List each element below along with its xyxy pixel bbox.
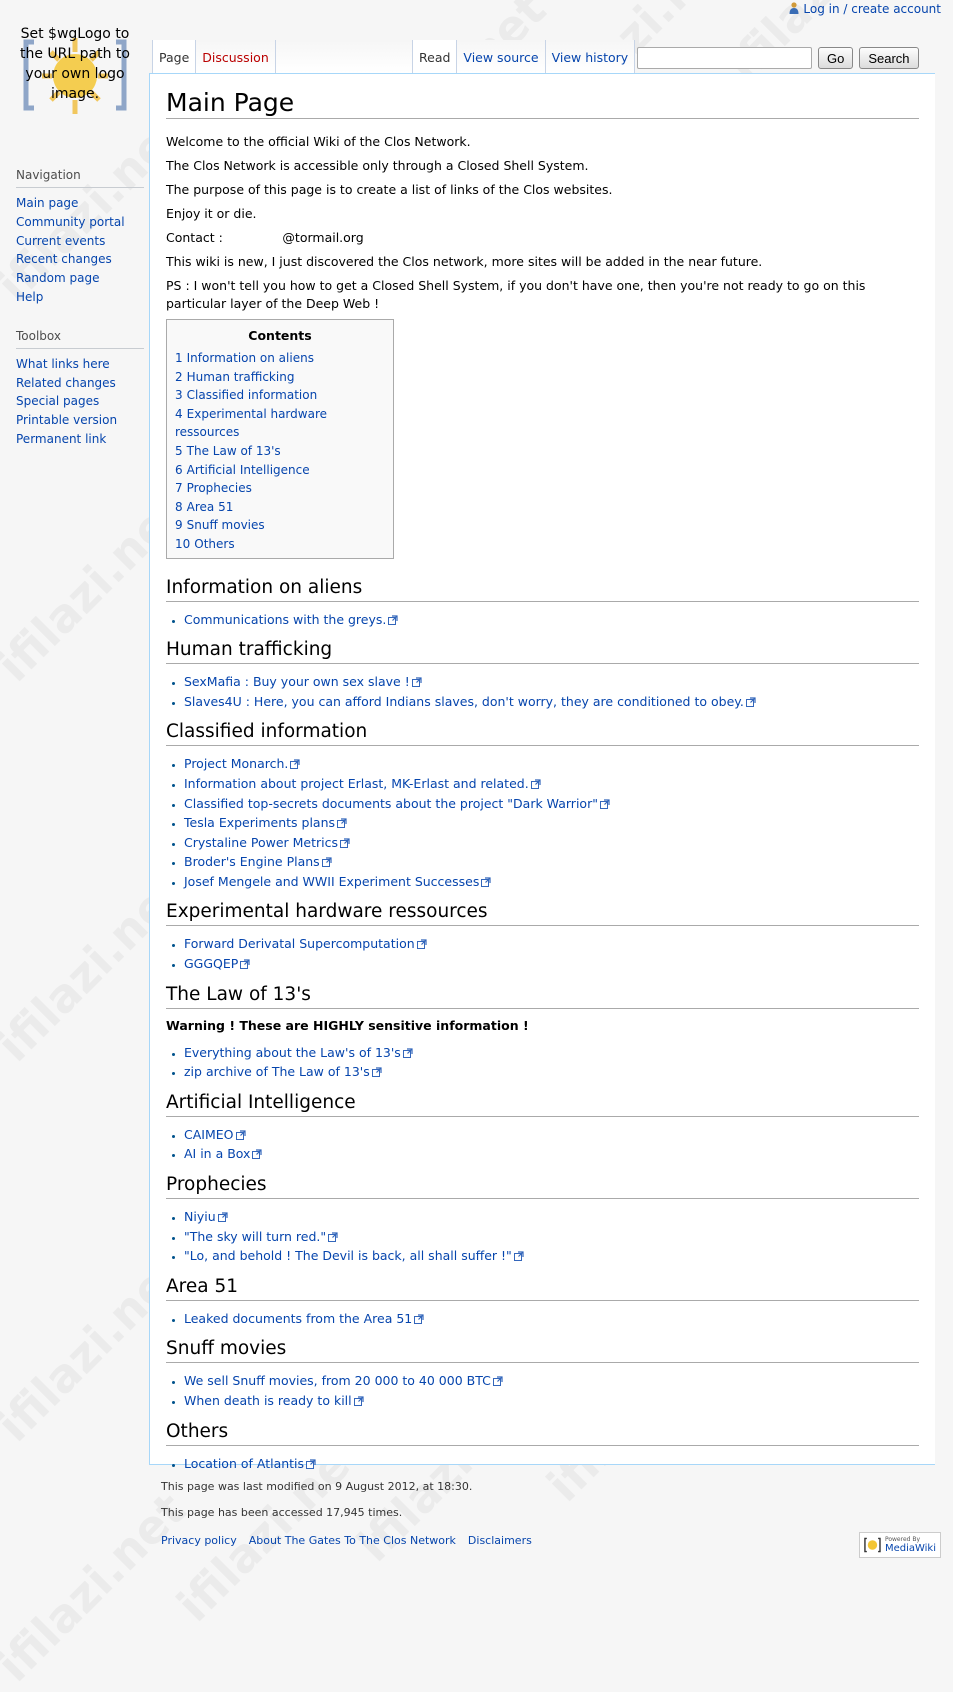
link-list — [166, 1371, 919, 1410]
list-item — [184, 833, 919, 853]
link-list — [166, 1454, 919, 1474]
link-list — [166, 934, 919, 973]
view-tabs — [412, 40, 635, 73]
toc-link[interactable]: Area 51 — [186, 499, 234, 514]
list-item — [184, 1207, 919, 1227]
sidebar-item-what-links-here[interactable]: What links here — [16, 356, 110, 371]
list-item — [184, 692, 919, 712]
toolbox-portal — [16, 329, 144, 449]
list-item — [184, 954, 919, 974]
external-link-icon — [236, 1130, 246, 1140]
external-link-icon — [252, 1149, 262, 1159]
external-link[interactable]: AI in a Box — [184, 1146, 251, 1162]
external-link-icon — [337, 818, 347, 828]
intro-paragraph: Enjoy it or die. — [166, 206, 257, 221]
external-link[interactable]: Location of Atlantis — [184, 1455, 305, 1471]
list-item — [184, 1062, 919, 1082]
external-link[interactable]: CAIMEO — [184, 1126, 234, 1142]
toc-number: 2 — [175, 369, 183, 384]
section-heading: The Law of 13's — [166, 982, 919, 1009]
toc-link[interactable]: The Law of 13's — [186, 443, 281, 458]
external-link[interactable]: Slaves4U : Here, you can afford Indians slaves, don't worry, they are conditioned to obey. — [184, 693, 744, 709]
external-link[interactable]: Tesla Experiments plans — [184, 815, 336, 831]
sidebar-item-main-page[interactable]: Main page — [16, 196, 79, 210]
external-link[interactable]: Josef Mengele and WWII Experiment Successes — [184, 873, 480, 889]
about-link[interactable]: About The Gates To The Clos Network — [248, 1534, 456, 1547]
external-link[interactable]: Broder's Engine Plans — [184, 854, 320, 870]
external-link-icon — [493, 1376, 503, 1386]
external-link-icon — [290, 759, 300, 769]
sidebar-item-recent-changes[interactable]: Recent changes — [16, 252, 112, 267]
external-link[interactable]: Crystaline Power Metrics — [184, 834, 339, 850]
list-item — [184, 1454, 919, 1474]
external-link-icon — [414, 1314, 424, 1324]
navigation-portal — [16, 168, 144, 307]
toc-number: 1 — [175, 351, 183, 365]
tab-view-history[interactable]: View history — [546, 40, 636, 73]
user-icon — [789, 2, 799, 14]
section-heading: Area 51 — [166, 1274, 919, 1301]
list-item — [184, 813, 919, 833]
list-item — [184, 672, 919, 692]
search-form — [637, 47, 919, 69]
disclaimers-link[interactable]: Disclaimers — [467, 1534, 532, 1547]
link-list — [166, 754, 919, 891]
external-link[interactable]: Communications with the greys. — [184, 611, 387, 627]
toc-item[interactable] — [175, 368, 385, 387]
external-link[interactable]: SexMafia : Buy your own sex slave ! — [184, 674, 410, 690]
external-link-icon — [412, 677, 422, 687]
list-item — [184, 1246, 919, 1266]
toc-number: 4 — [175, 406, 183, 421]
external-link[interactable]: Information about project Erlast, MK-Erlast and related. — [184, 775, 529, 791]
external-link-icon — [372, 1067, 382, 1077]
intro-paragraph: The Clos Network is accessible only through a Closed Shell System. — [166, 158, 589, 173]
sidebar-item-help[interactable]: Help — [16, 289, 44, 304]
main-content — [149, 73, 935, 1471]
external-link-icon — [481, 877, 491, 887]
external-link[interactable]: Leaked documents from the Area 51 — [184, 1310, 413, 1326]
toc-number: 10 — [175, 536, 191, 551]
toc-number: 9 — [175, 518, 183, 533]
external-link-icon — [340, 838, 350, 848]
toc-link[interactable]: Others — [194, 536, 235, 551]
go-button[interactable]: Go — [818, 47, 853, 69]
toc-item[interactable] — [175, 479, 385, 498]
external-link-icon — [514, 1251, 524, 1261]
external-link-icon — [600, 799, 610, 809]
external-link[interactable]: We sell Snuff movies, from 20 000 to 40 000 BTC — [184, 1373, 491, 1389]
external-link-icon — [322, 857, 332, 867]
external-link-icon — [240, 959, 250, 969]
list-item — [184, 1309, 919, 1329]
navigation-heading: Navigation — [16, 168, 144, 188]
toc-item[interactable] — [175, 461, 385, 480]
sidebar-item-permanent-link[interactable]: Permanent link — [16, 431, 107, 446]
section-heading: Information on aliens — [166, 575, 919, 602]
list-item — [184, 1125, 919, 1145]
intro-paragraph: This wiki is new, I just discovered the Clos network, more sites will be added in the near future. — [166, 254, 763, 269]
toc-number: 8 — [175, 499, 183, 514]
link-list — [166, 610, 919, 630]
tab-page[interactable]: Page — [152, 40, 196, 73]
namespace-tabs — [152, 40, 416, 73]
privacy-policy-link[interactable]: Privacy policy — [161, 1534, 237, 1547]
list-item — [184, 852, 919, 872]
tab-view-source[interactable]: View source — [457, 40, 545, 73]
sidebar-item-printable-version[interactable]: Printable version — [16, 413, 118, 428]
toolbox-heading: Toolbox — [16, 329, 144, 349]
toc-link[interactable]: Human trafficking — [186, 369, 295, 384]
toc-number: 3 — [175, 388, 183, 403]
link-list — [166, 672, 919, 711]
toc-link[interactable]: Artificial Intelligence — [186, 462, 310, 477]
page-title: Main Page — [166, 88, 919, 119]
link-list — [166, 1043, 919, 1082]
external-link[interactable]: Everything about the Law's of 13's — [184, 1044, 401, 1060]
list-item — [184, 1144, 919, 1164]
external-link-icon — [403, 1048, 413, 1058]
mediawiki-label: MediaWiki — [884, 1543, 936, 1554]
sidebar-item-current-events[interactable]: Current events — [16, 233, 106, 248]
list-item — [184, 1043, 919, 1063]
tab-discussion[interactable]: Discussion — [196, 40, 275, 73]
external-link[interactable]: "Lo, and behold ! The Devil is back, all shall suffer !" — [184, 1248, 512, 1264]
list-item — [184, 1371, 919, 1391]
warning-text: Warning ! These are HIGHLY sensitive information ! — [166, 1017, 529, 1033]
section-heading: Human trafficking — [166, 637, 919, 664]
toc-item[interactable] — [175, 386, 385, 405]
external-link-icon — [218, 1212, 228, 1222]
toc-number: 5 — [175, 443, 183, 458]
contact-paragraph: Contact : @tormail.org — [166, 230, 364, 245]
access-count: This page has been accessed 17,945 times. — [161, 1506, 403, 1519]
toc-link[interactable]: Experimental hardware ressources — [175, 406, 327, 440]
list-item — [184, 1227, 919, 1247]
external-link-icon — [746, 697, 756, 707]
external-link[interactable]: Niyiu — [184, 1209, 216, 1225]
external-link-icon — [306, 1459, 316, 1469]
intro-paragraph: PS : I won't tell you how to get a Closed Shell System, if you don't have one, then you're not ready to go on this particular layer of the Deep Web ! — [166, 278, 866, 311]
list-item — [184, 610, 919, 630]
list-item — [184, 754, 919, 774]
list-item — [184, 872, 919, 892]
sidebar-item-community-portal[interactable]: Community portal — [16, 214, 125, 229]
external-link[interactable]: Classified top-secrets documents about the project "Dark Warrior" — [184, 795, 598, 811]
toc-item[interactable] — [175, 516, 385, 535]
footer — [161, 1478, 941, 1547]
section-heading: Snuff movies — [166, 1336, 919, 1363]
site-logo[interactable] — [10, 22, 140, 132]
toc-link[interactable]: Snuff movies — [186, 518, 265, 533]
search-button[interactable]: Search — [859, 47, 918, 69]
link-list — [166, 1125, 919, 1164]
section-heading: Artificial Intelligence — [166, 1090, 919, 1117]
search-input[interactable] — [637, 47, 812, 69]
last-modified: This page was last modified on 9 August 2012, at 18:30. — [161, 1480, 473, 1493]
external-link[interactable]: zip archive of The Law of 13's — [184, 1064, 370, 1080]
intro-paragraph: Welcome to the official Wiki of the Clos Network. — [166, 134, 471, 149]
external-link-icon — [354, 1396, 364, 1406]
mediawiki-icon — [864, 1536, 881, 1554]
sidebar-item-random-page[interactable]: Random page — [16, 271, 100, 286]
tab-spacer — [276, 40, 416, 73]
sections — [166, 575, 919, 1474]
list-item — [184, 794, 919, 814]
toc-list — [175, 349, 385, 554]
personal-tools — [789, 2, 941, 16]
powered-by-label: Powered By — [884, 1536, 921, 1543]
section-heading: Prophecies — [166, 1172, 919, 1199]
toc-number: 7 — [175, 481, 183, 496]
toc-link[interactable]: Classified information — [186, 388, 318, 403]
external-link[interactable]: "The sky will turn red." — [184, 1228, 327, 1244]
sidebar — [16, 168, 144, 471]
toc-link[interactable]: Prophecies — [186, 481, 252, 496]
external-link[interactable]: Project Monarch. — [184, 756, 289, 772]
section-heading: Experimental hardware ressources — [166, 899, 919, 926]
toc-title: Contents — [248, 328, 312, 343]
powered-by-mediawiki-badge[interactable] — [859, 1532, 941, 1558]
toc-number: 6 — [175, 462, 183, 477]
external-link[interactable]: When death is ready to kill — [184, 1393, 352, 1408]
tab-read[interactable]: Read — [412, 40, 457, 73]
section-heading: Classified information — [166, 719, 919, 746]
link-list — [166, 1309, 919, 1329]
external-link-icon — [531, 779, 541, 789]
list-item — [184, 1391, 919, 1411]
table-of-contents — [166, 319, 394, 559]
toc-item[interactable] — [175, 405, 385, 442]
sidebar-item-special-pages[interactable]: Special pages — [16, 394, 100, 409]
external-link-icon — [328, 1232, 338, 1242]
list-item — [184, 934, 919, 954]
toc-item[interactable] — [175, 349, 385, 368]
section-heading: Others — [166, 1419, 919, 1446]
external-link[interactable]: Forward Derivatal Supercomputation — [184, 936, 415, 952]
logo-text: Set $wgLogo to the URL path to your own logo image. — [20, 26, 130, 102]
toc-item[interactable] — [175, 442, 385, 461]
toc-item[interactable] — [175, 535, 385, 554]
external-link-icon — [417, 939, 427, 949]
external-link-icon — [388, 615, 398, 625]
toc-link[interactable]: Information on aliens — [186, 351, 314, 365]
intro-paragraph: The purpose of this page is to create a list of links of the Clos websites. — [166, 182, 613, 197]
link-list — [166, 1207, 919, 1266]
list-item — [184, 774, 919, 794]
sidebar-item-related-changes[interactable]: Related changes — [16, 375, 116, 390]
login-link[interactable]: Log in / create account — [803, 2, 941, 16]
external-link[interactable]: GGGQEP — [184, 956, 239, 972]
toc-item[interactable] — [175, 498, 385, 517]
